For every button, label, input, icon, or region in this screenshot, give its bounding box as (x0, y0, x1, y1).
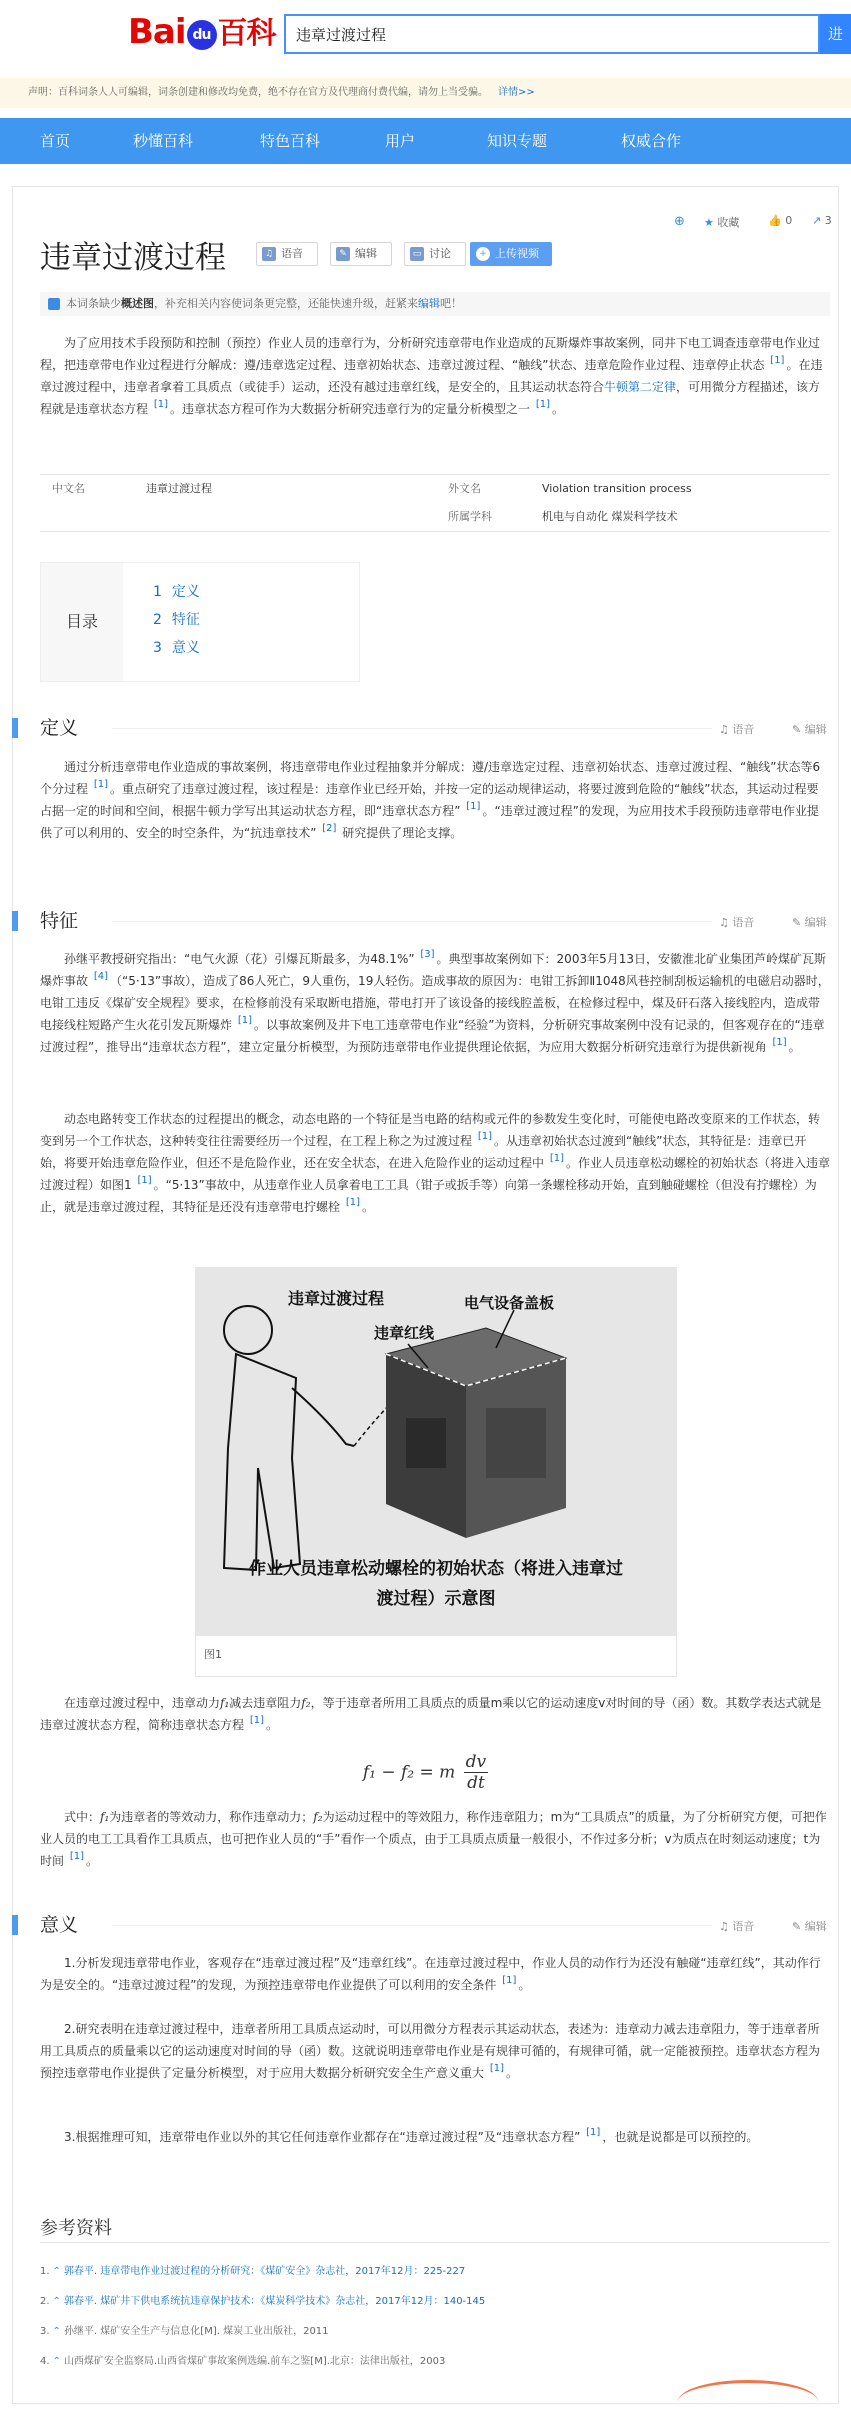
collect-button[interactable] (704, 214, 739, 230)
up-arrow-icon[interactable]: ⌃ (52, 2356, 61, 2367)
section-marker (12, 1915, 18, 1935)
basic-info-key: 外文名 (448, 482, 481, 495)
section-marker (12, 911, 18, 931)
search-box (284, 14, 820, 54)
section-edit-button[interactable]: ✎ 编辑 (792, 1920, 827, 1933)
figure-illustration (196, 1268, 676, 1636)
tip-text-pre: 本词条缺少 (66, 297, 121, 310)
logo-text: Bai (128, 12, 186, 52)
significance-paragraph-3: 3.根据推理可知，违章带电作业以外的其它任何违章作业都存在“违章过渡过程”及“违章状态方程” [1] ，也就是说都是可以预控的。 (64, 2127, 759, 2144)
up-arrow-icon[interactable]: ⌃ (52, 2296, 61, 2307)
nav-item-partners[interactable]: 权威合作 (621, 132, 682, 150)
tip-text-mid: ，补充相关内容使词条更完整，还能快速升级，赶紧来 (154, 297, 418, 310)
search-input[interactable] (286, 16, 818, 52)
figure-label-panel: 电气设备盖板 (464, 1294, 555, 1312)
figure-caption-line-1: 作业人员违章松动螺栓的初始状态（将进入违章过 (249, 1559, 623, 1579)
citation-link[interactable]: [1] (586, 2127, 601, 2138)
nav-item-topics[interactable]: 知识专题 (487, 132, 548, 150)
table-of-contents (40, 562, 360, 682)
like-count: 0 (785, 214, 793, 227)
citation-link[interactable]: [1] (93, 779, 108, 790)
reference-item: 3. ⌃ 孙继平. 煤矿安全生产与信息化[M]. 煤炭工业出版社，2011 (40, 2326, 329, 2337)
edit-label: 编辑 (355, 247, 377, 260)
nav-item-user[interactable]: 用户 (385, 132, 416, 150)
figure-1[interactable] (195, 1267, 677, 1677)
star-icon: ★ (704, 216, 714, 229)
figure-label-redline: 违章红线 (374, 1324, 435, 1342)
feature-paragraph-4: 式中：f₁为违章者的等效动力，称作违章动力；f₂为运动过程中的等效阻力，称作违章阻力；m为“工具质点”的质量，为了分析研究方便，可把作业人员的电工工具看作工具质点，也可把作业人员的“手”看作一个质点，由于工具质点质量一般很小，不作过多分析；v为质点在时刻运动速度；t为时间 [1] 。 (40, 1810, 827, 1868)
citation-link[interactable]: [1] (502, 1975, 517, 1986)
notice-text: 声明：百科词条人人可编辑，词条创建和修改均免费，绝不存在官方及代理商付费代编，请勿上当受骗。 (28, 87, 488, 98)
section-voice-button[interactable]: ♫ 语音 (719, 723, 755, 736)
disclaimer-notice (0, 78, 851, 108)
citation-link[interactable]: [1] (345, 1197, 360, 1208)
upload-label: 上传视频 (495, 247, 539, 260)
like-button[interactable] (768, 214, 792, 227)
reference-item: 4. ⌃ 山西煤矿安全监察局.山西省煤矿事故案例选编.前车之鉴[M].北京：法律出版社，2003 (40, 2356, 446, 2367)
edit-button[interactable] (330, 242, 392, 266)
basic-info-key: 所属学科 (448, 510, 492, 523)
toc-item-definition[interactable]: 1 定义 (153, 584, 200, 600)
reference-item: 1. ⌃ 郭春平. 违章带电作业过渡过程的分析研究：《煤矿安全》杂志社，2017年12月：225-227 (40, 2266, 466, 2277)
up-arrow-icon[interactable]: ⌃ (52, 2266, 61, 2277)
section-edit-button[interactable]: ✎ 编辑 (792, 916, 827, 929)
nav-item-featured[interactable]: 特色百科 (260, 132, 321, 150)
citation-link[interactable]: [1] (153, 399, 168, 410)
notice-more-link[interactable]: 详情>> (498, 87, 535, 98)
main-nav (0, 118, 851, 164)
toc-label: 目录 (41, 563, 123, 681)
citation-link[interactable]: [2] (322, 823, 337, 834)
paw-icon: du (187, 20, 217, 50)
collect-label: 收藏 (717, 216, 740, 229)
baidu-baike-logo[interactable] (128, 8, 276, 52)
basic-info-key: 中文名 (52, 482, 85, 495)
section-marker (12, 718, 18, 738)
figure-label-person: 违章过渡过程 (288, 1289, 385, 1308)
section-header-significance (12, 1912, 839, 1938)
figure-caption-line-2: 渡过程）示意图 (376, 1589, 496, 1609)
section-title: 意义 (40, 1914, 79, 1936)
citation-link[interactable]: [1] (137, 1175, 152, 1186)
page-title: 违章过渡过程 (40, 240, 226, 276)
section-edit-button[interactable]: ✎ 编辑 (792, 723, 827, 736)
decorative-arc (678, 2380, 818, 2423)
voice-button[interactable] (256, 242, 318, 266)
chat-icon: ▭ (410, 247, 424, 261)
citation-link[interactable]: [1] (249, 1715, 264, 1726)
reference-text: 孙继平. 煤矿安全生产与信息化[M]. 煤炭工业出版社，2011 (63, 2326, 329, 2337)
section-divider (112, 921, 712, 922)
state-equation: f₁ − f₂ = m $\frac{dv}{dt}$ (362, 1752, 487, 1793)
headphones-icon: ♫ (262, 247, 276, 261)
citation-link[interactable]: [1] (770, 355, 785, 366)
citation-link[interactable]: [1] (466, 801, 481, 812)
share-button[interactable] (812, 214, 832, 227)
voice-label: 语音 (281, 247, 303, 260)
citation-link[interactable]: [1] (549, 1153, 564, 1164)
tip-text-post: 吧！ (440, 297, 462, 310)
feature-paragraph-2: 动态电路转变工作状态的过程提出的概念，动态电路的一个特征是当电路的结构或元件的参数发生变化时，可能使电路改变原来的工作状态，转变到另一个工作状态，这种转变往往需要经历一个过程，在工程上称之为过渡过程 [1] 。从违章初始状态过渡到“触线”状态，其特征是：违章已开始，将要开始违章危险作业，但还不是危险作业，还在安全状态，在进入危险作业的运动过程中 [1] 。作业人员违章松动螺栓的初始状态（将进入违章过渡过程）如图1 [1] 。“5·13”事故中，从违章作业人员拿着电工工具（钳子或扳手等）向第一条螺栓移动开始，直到触碰螺栓（但没有拧螺栓）为止，就是违章过渡过程，其特征是还没有违章带电拧螺栓 [1] 。 (40, 1112, 831, 1214)
section-voice-button[interactable]: ♫ 语音 (719, 1920, 755, 1933)
significance-paragraph-2: 2.研究表明在违章过渡过程中，违章者所用工具质点运动时，可以用微分方程表示其运动状态，表述为：违章动力减去违章阻力，等于违章者所用工具质点的质量乘以它的运动速度对时间的导（函）数。这就说明违章带电作业是有规律可循的，有规律可循，就一定能被预控。违章状态方程为预控违章带电作业提供了定量分析模型，对于应用大数据分析研究安全生产意义重大 [1] 。 (40, 2022, 821, 2080)
significance-paragraph-1: 1.分析发现违章带电作业，客观存在“违章过渡过程”及“违章红线”。在违章过渡过程中，作业人员的动作行为还没有触碰“违章红线”，其动作行为是安全的。“违章过渡过程”的发现，为预控违章带电作业提供了可以利用的安全条件 [1] 。 (40, 1956, 821, 1992)
newton-second-law-link[interactable]: 牛顿第二定律 (604, 380, 677, 394)
citation-link[interactable]: [1] (237, 1015, 252, 1026)
share-icon: ↗ (812, 214, 822, 227)
citation-link[interactable]: [3] (420, 949, 435, 960)
pencil-icon: ✎ (336, 247, 350, 261)
figure-label: 图1 (204, 1648, 222, 1661)
section-voice-button[interactable]: ♫ 语音 (719, 916, 755, 929)
section-header-feature (12, 908, 839, 934)
section-title: 特征 (40, 910, 79, 932)
top-header (0, 0, 851, 72)
figure-image (196, 1268, 676, 1636)
share-count: 3 (824, 214, 832, 227)
basic-info-table (40, 474, 830, 532)
basic-info-value: 机电与自动化 煤炭科学技术 (542, 510, 678, 523)
reference-link[interactable]: 郭春平. 违章带电作业过渡过程的分析研究：《煤矿安全》杂志社，2017年12月：225-227 (63, 2266, 466, 2277)
upload-video-button[interactable] (470, 242, 552, 266)
add-icon[interactable]: ⊕ (674, 214, 685, 229)
references-title: 参考资料 (40, 2218, 112, 2239)
thumbs-up-icon: 👍 (768, 214, 782, 227)
toc-item-feature[interactable]: 2 特征 (153, 612, 200, 628)
feature-paragraph-3: 在违章过渡过程中，违章动力f₁减去违章阻力f₂，等于违章者所用工具质点的质量m乘以它的运动速度v对时间的导（函）数。其数学表达式就是违章过渡状态方程，简称违章状态方程 [1] 。 (40, 1696, 822, 1732)
section-title: 定义 (40, 717, 79, 739)
reference-link[interactable]: 郭春平. 煤矿井下供电系统抗违章保护技术：《煤炭科学技术》杂志社，2017年12月：140-145 (63, 2296, 486, 2307)
citation-link[interactable]: [1] (535, 399, 550, 410)
plus-icon: + (476, 247, 490, 261)
feature-paragraph-1: 孙继平教授研究指出：“电气火源（花）引爆瓦斯最多，为48.1%” [3] 。典型事故案例如下：2003年5月13日，安徽淮北矿业集团芦岭煤矿瓦斯爆炸事故 [4] （“5·13”事故），造成了86人死亡，9人重伤，19人轻伤。造成事故的原因为：电钳工拆卸Ⅱ1048风巷控制刮板运输机的电磁启动器时，电钳工违反《煤矿安全规程》要求，在检修前没有采取断电措施，带电打开了该设备的接线腔盖板，在检修过程中，煤及矸石落入接线腔内，造成带电接线柱短路产生火花引发瓦斯爆炸 [1] 。以事故案例及井下电工违章带电作业“经验”为资料，分析研究事故案例中没有记录的，但客观存在的“违章过渡过程”，推导出“违章状态方程”，建立定量分析模型，为预防违章带电作业提供理论依据，为应用大数据分析研究违章行为提供新视角 [1] 。 (40, 949, 830, 1054)
nav-item-miaodong[interactable]: 秒懂百科 (133, 132, 194, 150)
summary-paragraph: 为了应用技术手段预防和控制（预控）作业人员的违章行为，分析研究违章带电作业造成的瓦斯爆炸事故案例，同井下电工调查违章带电作业过程，把违章带电作业过程进行分解成：遵/违章选定过程、违章初始状态、违章过渡过程、“触线”状态、违章危险作业过程、违章停止状态 [1] 。在违章过渡过程中，违章者拿着工具质点（或徒手）运动，还没有越过违章红线，是安全的，且其运动状态符合牛顿第二定律，可用微分方程描述，该方程就是违章状态方程 [1] 。违章状态方程可作为大数据分析研究违章行为的定量分析模型之一 [1] 。 (40, 336, 823, 416)
citation-link[interactable]: [4] (93, 971, 108, 982)
missing-image-tip (40, 292, 830, 316)
toc-item-significance[interactable]: 3 意义 (153, 640, 200, 656)
citation-link[interactable]: [1] (477, 1131, 492, 1142)
up-arrow-icon[interactable]: ⌃ (52, 2326, 61, 2337)
discuss-label: 讨论 (429, 247, 451, 260)
tip-text-bold: 概述图 (121, 297, 154, 310)
references-divider (40, 2242, 830, 2243)
discuss-button[interactable] (404, 242, 466, 266)
section-divider (112, 728, 712, 729)
citation-link[interactable]: [1] (772, 1037, 787, 1048)
definition-paragraph: 通过分析违章带电作业造成的事故案例，将违章带电作业过程抽象并分解成：遵/违章选定过程、违章初始状态、违章过渡过程、“触线”状态等6个分过程 [1] 。重点研究了违章过渡过程，该过程是：违章作业已经开始，并按一定的运动规律运动，将要过渡到危险的“触线”状态，其运动过程要占据一定的时间和空间，根据牛顿力学写出其运动状态方程，即“违章状态方程” [1] 。“违章过渡过程”的发现，为应用技术手段预防违章带电作业提供了可以利用的、安全的时空条件，为“抗违章技术” [2] 研究提供了理论支撑。 (40, 760, 821, 840)
reference-text: 山西煤矿安全监察局.山西省煤矿事故案例选编.前车之鉴[M].北京：法律出版社，2003 (63, 2356, 446, 2367)
citation-link[interactable]: [1] (489, 2063, 504, 2074)
section-divider (112, 1925, 712, 1926)
citation-link[interactable]: [1] (69, 1851, 84, 1862)
basic-info-value: Violation transition process (542, 482, 692, 495)
tip-edit-link[interactable]: 编辑 (418, 297, 440, 310)
basic-info-value: 违章过渡过程 (146, 482, 212, 495)
reference-item: 2. ⌃ 郭春平. 煤矿井下供电系统抗违章保护技术：《煤炭科学技术》杂志社，2017年12月：140-145 (40, 2296, 486, 2307)
logo-baike-text: 百科 (217, 16, 276, 51)
search-button[interactable]: 进 (820, 14, 851, 54)
nav-item-home[interactable]: 首页 (40, 132, 71, 150)
edit-tip-icon (48, 298, 60, 310)
section-header-definition (12, 715, 839, 741)
